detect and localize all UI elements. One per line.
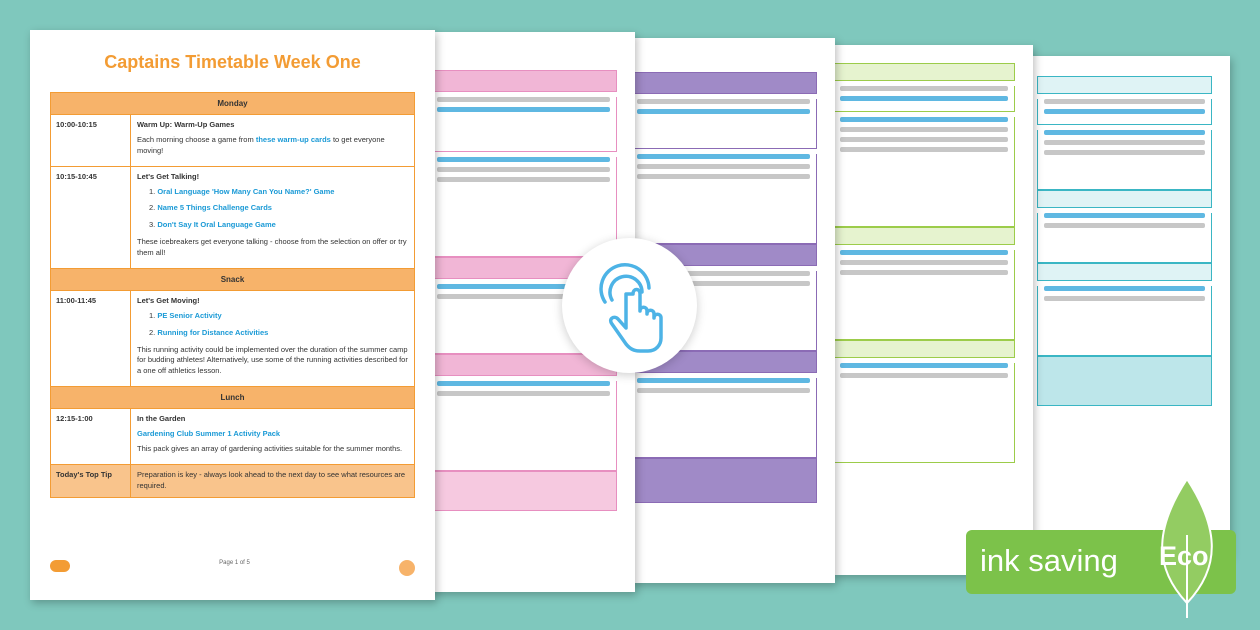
- tap-hand-icon[interactable]: [562, 238, 697, 373]
- timetable-sheet: [30, 30, 435, 600]
- eco-leaf-icon: [1147, 475, 1227, 620]
- row-time: 11:00-11:45: [51, 291, 131, 386]
- ink-saving-label: ink saving: [980, 543, 1118, 578]
- resource-link[interactable]: Oral Language 'How Many Can You Name?' Game: [157, 186, 335, 196]
- resource-link[interactable]: Running for Distance Activities: [157, 327, 269, 337]
- brand-logo-icon: [50, 560, 70, 572]
- resource-link[interactable]: PE Senior Activity: [157, 310, 222, 320]
- section-header-lunch: Lunch: [50, 387, 415, 409]
- table-row: 11:00-11:45 Let's Get Moving! 1. PE Senior Activity 2. Running for Distance Activities This running activity could be implemented over the duration of the summer camp for budding athletes! Alternatively, use some of the running activities described for a one off athletics lesson.: [50, 291, 415, 387]
- table-row: 10:15-10:45 Let's Get Talking! 1. Oral Language 'How Many Can You Name?' Game 2. Name 5 Things Challenge Cards 3. Don't Say It Oral Language Game These icebreakers get everyone talking - choose from the selection on offer or try them all!: [50, 167, 415, 269]
- row-note: These icebreakers get everyone talking - choose from the selection on offer or try them all!: [137, 237, 407, 257]
- resource-link[interactable]: Don't Say It Oral Language Game: [157, 220, 276, 230]
- badge-logo-icon: [399, 560, 415, 576]
- document-title: Captains Timetable Week One: [104, 52, 361, 72]
- page-number: Page 1 of 5: [219, 560, 250, 566]
- sheet-green: [833, 45, 1033, 575]
- page-footer: [50, 560, 415, 576]
- row-time: 12:15-1:00: [51, 409, 131, 464]
- top-tip-text: Preparation is key - always look ahead to the next day to see what resources are required.: [137, 469, 406, 490]
- row-note: This pack gives an array of gardening activities suitable for the summer months.: [137, 443, 403, 453]
- row-title: Let's Get Moving!: [137, 295, 200, 305]
- row-note: This running activity could be implemented over the duration of the summer camp for budding athletes! Alternatively, use some of the running activities described for a one off athletics lesson.: [137, 344, 408, 376]
- gardening-pack-link[interactable]: Gardening Club Summer 1 Activity Pack: [137, 429, 281, 438]
- eco-label: Eco: [1159, 541, 1209, 571]
- row-title: In the Garden: [137, 414, 186, 424]
- top-tip-label: Today's Top Tip: [51, 465, 131, 497]
- timetable: [50, 92, 415, 498]
- table-row: [50, 409, 415, 465]
- row-title: Let's Get Talking!: [137, 171, 200, 181]
- section-header-monday: Monday: [50, 92, 415, 115]
- warm-up-cards-link[interactable]: these warm-up cards: [255, 134, 331, 144]
- resource-link[interactable]: Name 5 Things Challenge Cards: [157, 203, 272, 213]
- top-tip-row: [50, 465, 415, 498]
- row-title: Warm Up: Warm-Up Games: [137, 120, 235, 129]
- table-row: 10:00-10:15 Warm Up: Warm-Up Games Each morning choose a game from these warm-up cards to get everyone moving!: [50, 115, 415, 167]
- section-header-snack: Snack: [50, 269, 415, 291]
- row-time: 10:15-10:45: [51, 167, 131, 268]
- row-time: 10:00-10:15: [51, 115, 131, 166]
